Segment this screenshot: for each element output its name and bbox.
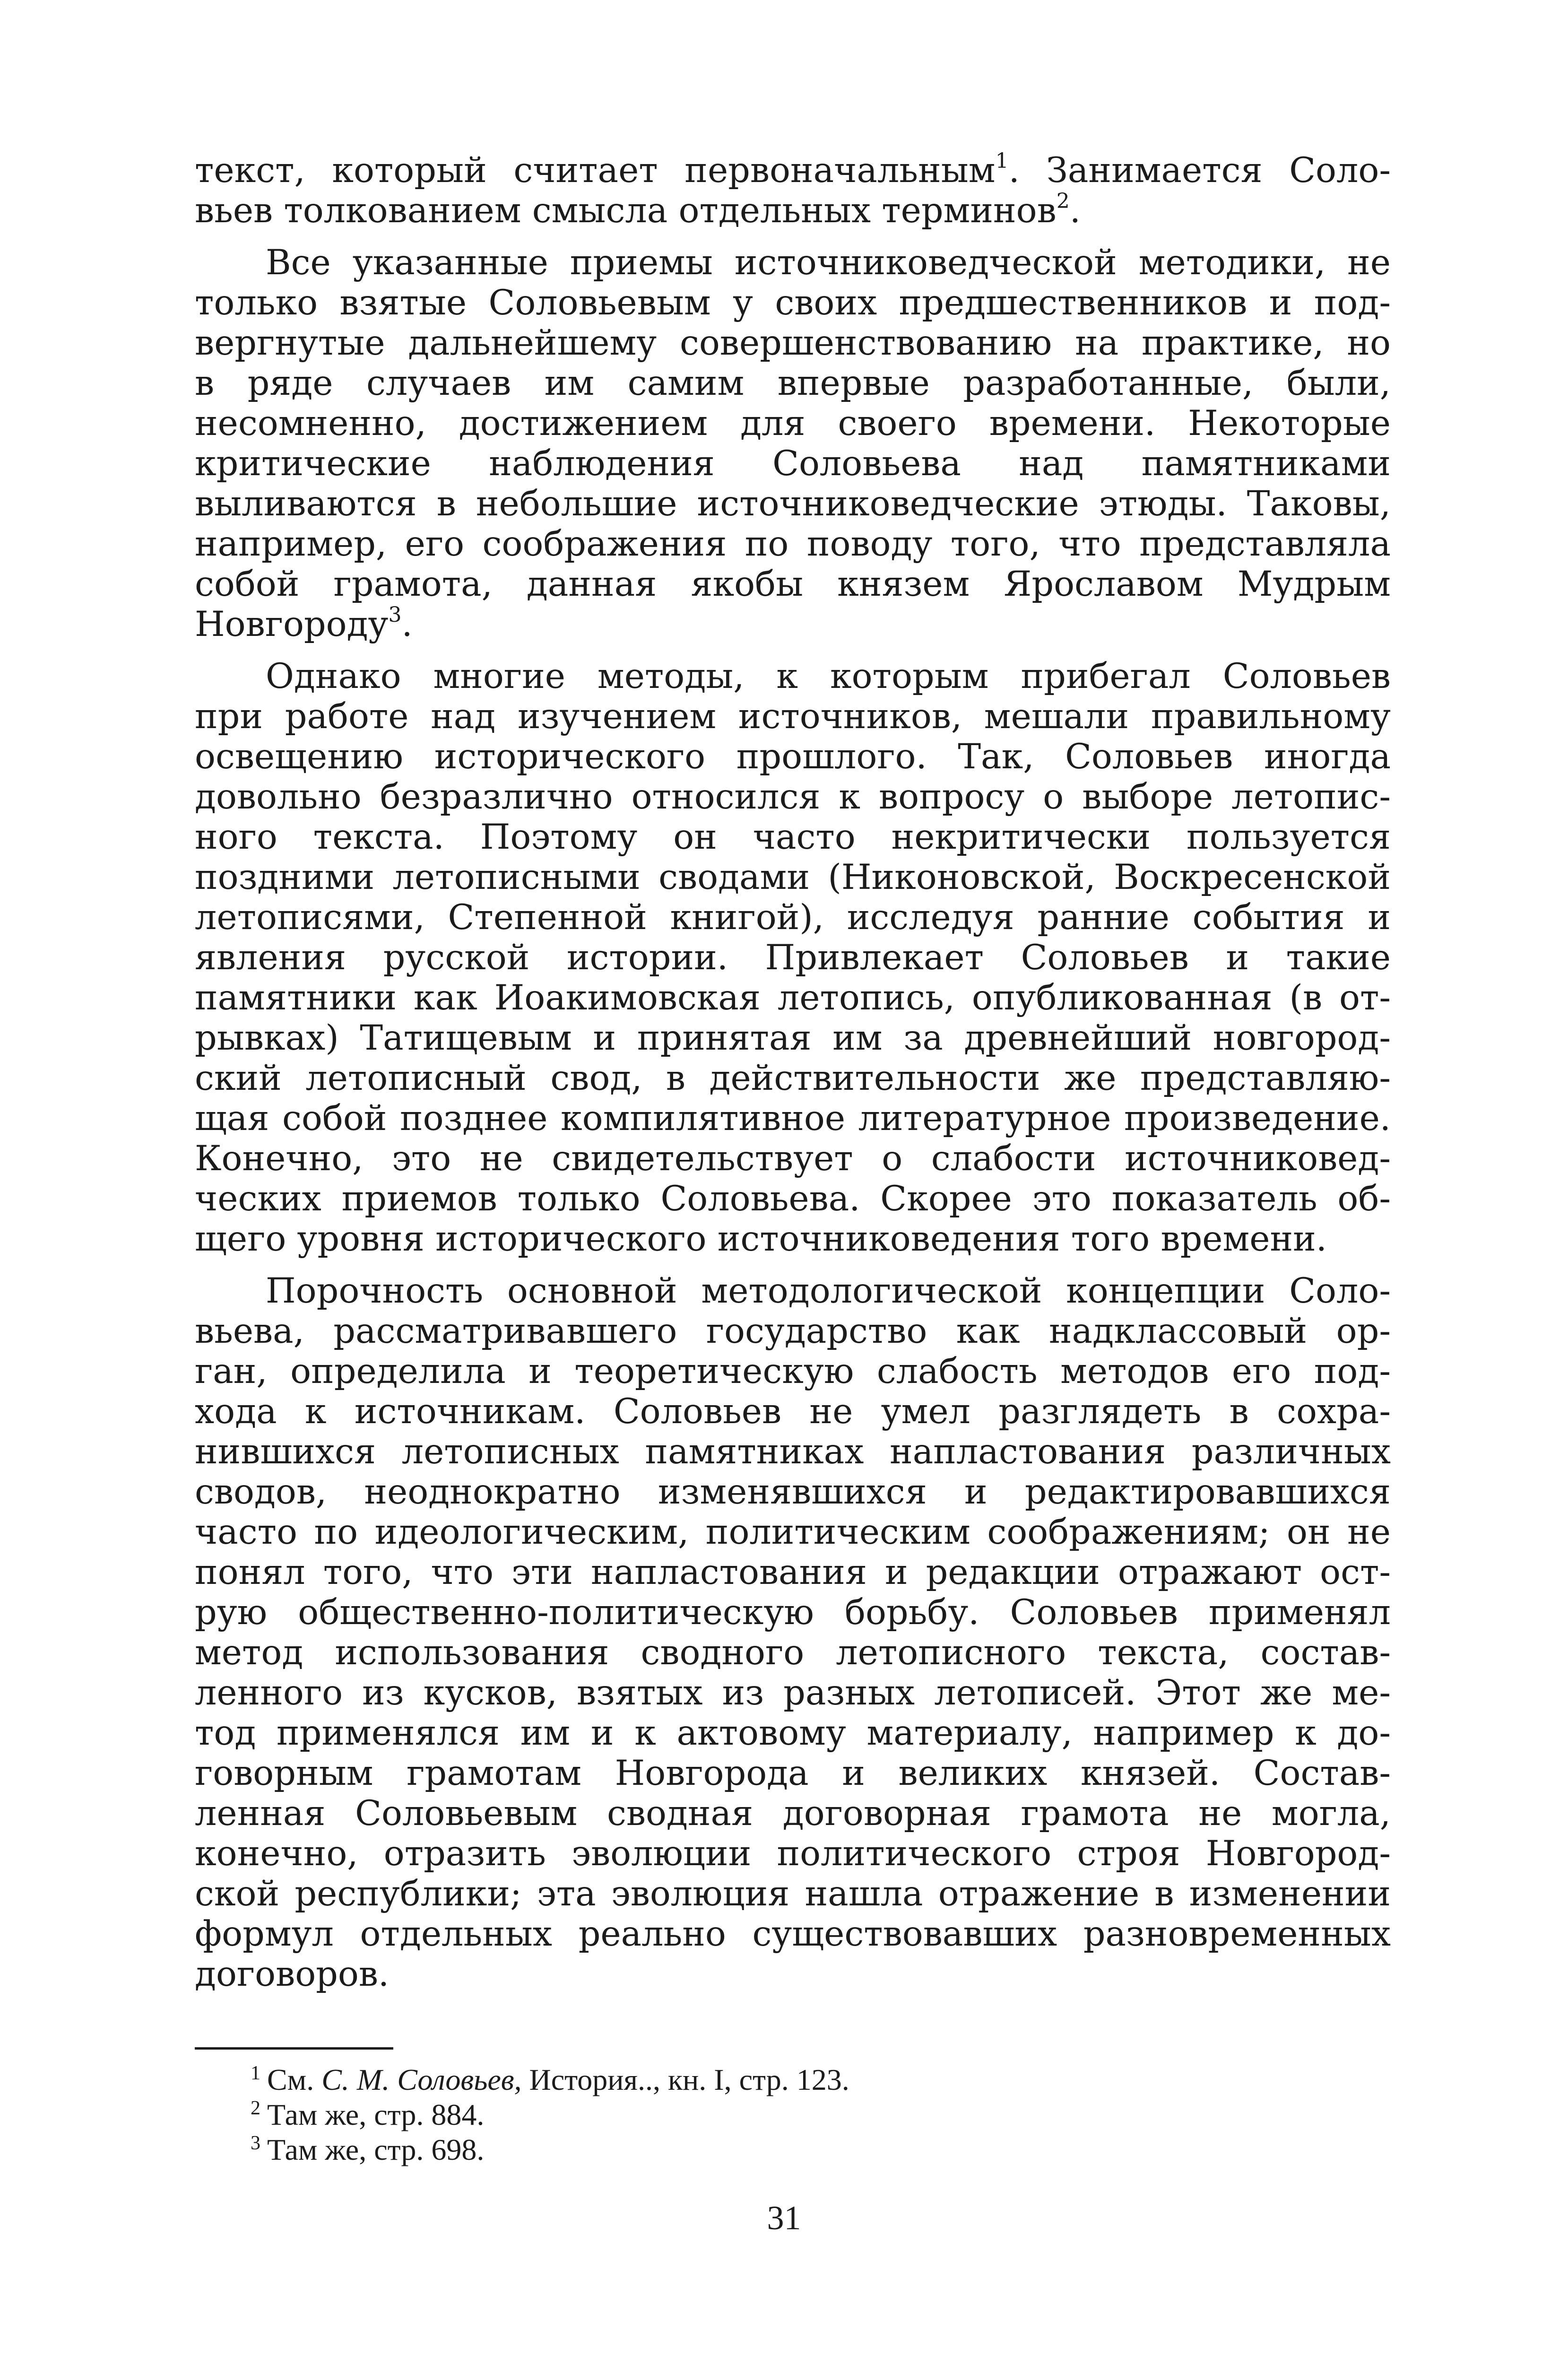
text-line: выливаются в небольшие источниковедческие этюды. Таковы, xyxy=(195,484,1391,524)
text-line: ленная Соловьевым сводная договорная грамота не могла, xyxy=(195,1793,1391,1834)
text-line: договоров. xyxy=(195,1954,390,1994)
text-line: Однако многие методы, к которым прибегал Соловьев xyxy=(266,656,1391,696)
text-line: ного текста. Поэтому он часто некритически пользуется xyxy=(195,817,1391,857)
text-line: говорным грамотам Новгорода и великих князей. Состав- xyxy=(195,1753,1391,1793)
text-line: щая собой позднее компилятивное литературное произведение. xyxy=(195,1098,1391,1139)
text-line: ческих приемов только Соловьева. Скорее это показатель об- xyxy=(195,1179,1391,1219)
paragraph-gap xyxy=(195,644,1391,656)
footnote-ref: 1 xyxy=(995,149,1009,173)
main-text xyxy=(195,150,1391,1994)
text-line: вьев толкованием смысла отдельных терминов$^2$. xyxy=(195,189,1081,231)
text-line: ский летописный свод, в действительности же представляю- xyxy=(195,1058,1391,1098)
text-line: понял того, что эти напластования и редакции отражают ост- xyxy=(195,1552,1391,1592)
text-line: сводов, неоднократно изменявшихся и редактировавшихся xyxy=(195,1472,1391,1512)
paragraph xyxy=(195,1271,1391,1994)
text-line: явления русской истории. Привлекает Соловьев и такие xyxy=(195,938,1391,978)
footnote: $^1$ См. С. М. Соловьев, История.., кн. I, стр. 123. xyxy=(251,2062,849,2096)
text-line: ской республики; эта эволюция нашла отражение в изменении xyxy=(195,1874,1391,1914)
text-line: собой грамота, данная якобы князем Ярославом Мудрым xyxy=(195,564,1391,604)
footnote-number: 1 xyxy=(251,2062,260,2084)
footnote: $^3$ Там же, стр. 698. xyxy=(251,2132,485,2166)
text-line: Новгороду$^3$. xyxy=(195,603,413,644)
text-line: тод применялся им и к актовому материалу, например к до- xyxy=(195,1713,1391,1753)
paragraph-gap xyxy=(195,1259,1391,1271)
text-line: только взятые Соловьевым у своих предшественников и под- xyxy=(195,283,1391,323)
text-line: формул отдельных реально существовавших разновременных xyxy=(195,1914,1391,1954)
text-line: в ряде случаев им самим впервые разработанные, были, xyxy=(195,363,1391,403)
text-line: довольно безразлично относился к вопросу о выборе летопис- xyxy=(195,777,1391,817)
paragraph xyxy=(195,150,1391,231)
footnote-ref: 3 xyxy=(388,603,402,627)
text-line: освещению исторического прошлого. Так, Соловьев иногда xyxy=(195,737,1391,777)
paragraph xyxy=(195,243,1391,644)
text-line: поздними летописными сводами (Никоновской, Воскресенской xyxy=(195,857,1391,897)
text-line: нившихся летописных памятниках напластования различных xyxy=(195,1432,1391,1472)
footnote-number: 3 xyxy=(251,2132,260,2154)
paragraph-gap xyxy=(195,231,1391,243)
footnote-number: 2 xyxy=(251,2097,260,2119)
text-line: при работе над изучением источников, мешали правильному xyxy=(195,696,1391,737)
text-line: ленного из кусков, взятых из разных летописей. Этот же ме- xyxy=(195,1673,1391,1713)
text-line: памятники как Иоакимовская летопись, опубликованная (в от- xyxy=(195,978,1391,1018)
text-line: ган, определила и теоретическую слабость методов его под- xyxy=(195,1351,1391,1391)
paragraph xyxy=(195,656,1391,1259)
text-line: метод использования сводного летописного текста, состав- xyxy=(195,1633,1391,1673)
footnotes xyxy=(251,2062,1385,2167)
footnote-ref: 2 xyxy=(1056,189,1070,213)
text-line: критические наблюдения Соловьева над памятниками xyxy=(195,443,1391,484)
text-line: вьева, рассматривавшего государство как надклассовый ор- xyxy=(195,1311,1391,1351)
text-line: летописями, Степенной книгой), исследуя ранние события и xyxy=(195,897,1391,938)
text-line: рую общественно-политическую борьбу. Соловьев применял xyxy=(195,1592,1391,1633)
footnote: $^2$ Там же, стр. 884. xyxy=(251,2097,485,2131)
text-line: текст, который считает первоначальным$^1$. Занимается Соло- xyxy=(195,149,1391,191)
text-line: хода к источникам. Соловьев не умел разглядеть в сохра- xyxy=(195,1391,1391,1432)
text-line: рывках) Татищевым и принятая им за древнейший новгород- xyxy=(195,1018,1391,1058)
text-line: щего уровня исторического источниковедения того времени. xyxy=(195,1219,1327,1259)
footnote-author: С. М. Соловьев, xyxy=(321,2063,522,2096)
page-number: 31 xyxy=(767,2199,801,2237)
text-line: Все указанные приемы источниковедческой методики, не xyxy=(266,243,1391,283)
text-line: несомненно, достижением для своего времени. Некоторые xyxy=(195,403,1391,443)
text-line: вергнутые дальнейшему совершенствованию на практике, но xyxy=(195,323,1391,363)
footnote-divider xyxy=(195,2047,393,2050)
text-line: Порочность основной методологической концепции Соло- xyxy=(266,1271,1391,1311)
text-line: например, его соображения по поводу того, что представляла xyxy=(195,524,1391,564)
text-line: конечно, отразить эволюции политического строя Новгород- xyxy=(195,1834,1391,1874)
text-line: часто по идеологическим, политическим соображениям; он не xyxy=(195,1512,1391,1552)
text-line: Конечно, это не свидетельствует о слабости источниковед- xyxy=(195,1139,1391,1179)
